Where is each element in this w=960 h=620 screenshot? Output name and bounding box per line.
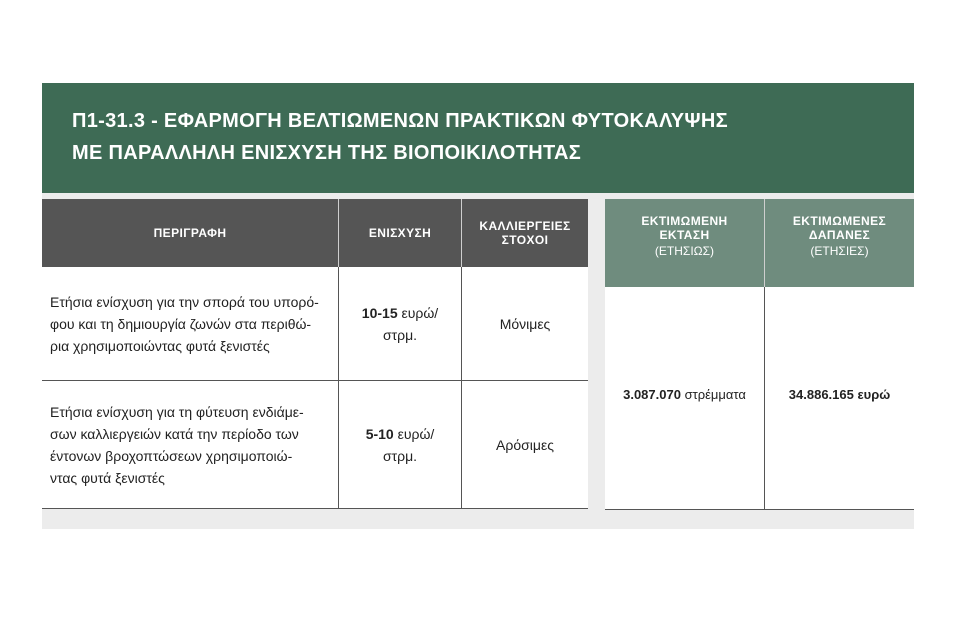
header-target-crops-line-2: ΣΤΟΧΟΙ <box>501 233 549 247</box>
estimates-table-header <box>605 199 914 287</box>
area-unit: στρέμματα <box>680 386 746 402</box>
support-unit: ευρώ/ <box>397 304 439 321</box>
table-row <box>42 267 588 381</box>
row-support <box>339 267 462 380</box>
header-support: ΕΝΙΣΧΥΣΗ <box>339 199 462 267</box>
support-amount: 10-15 <box>361 304 398 321</box>
description-line: έντονων βροχοπτώσεων χρησιμοποιώ- <box>50 447 293 464</box>
header-area-sub: (ΕΤΗΣΙΩΣ) <box>654 244 715 258</box>
header-cost-line-1: ΕΚΤΙΜΩΜΕΝΕΣ <box>792 214 887 228</box>
estimates-row <box>605 287 914 510</box>
row-target-crop: Μόνιμες <box>499 315 551 332</box>
estimated-area-value <box>605 287 765 509</box>
header-cost-sub: (ΕΤΗΣΙΕΣ) <box>810 244 869 258</box>
header-cost-line-2: ΔΑΠΑΝΕΣ <box>808 228 871 242</box>
estimates-table <box>605 199 914 510</box>
measures-table <box>42 199 588 509</box>
header-target-crops <box>462 199 588 267</box>
measures-table-header <box>42 199 588 267</box>
support-amount: 5-10 <box>365 425 394 442</box>
header-estimated-cost <box>765 199 914 287</box>
support-unit: ευρώ/ <box>393 425 435 442</box>
header-area-line-1: ΕΚΤΙΜΩΜΕΝΗ <box>641 214 728 228</box>
title-line-2: ΜΕ ΠΑΡΑΛΛΗΛΗ ΕΝΙΣΧΥΣΗ ΤΗΣ ΒΙΟΠΟΙΚΙΛΟΤΗΤΑΣ <box>72 142 582 164</box>
cost-amount: 34.886.165 ευρώ <box>788 386 891 402</box>
row-description <box>42 267 339 380</box>
description-line: Ετήσια ενίσχυση για την σπορά του υπορό- <box>50 293 319 310</box>
description-line: Ετήσια ενίσχυση για τη φύτευση ενδιάμε- <box>50 403 304 420</box>
row-description <box>42 381 339 508</box>
estimated-cost-value <box>765 287 914 509</box>
page-title <box>42 83 914 193</box>
description-line: σων καλλιεργειών κατά την περίοδο των <box>50 425 299 442</box>
title-line-1: Π1-31.3 - ΕΦΑΡΜΟΓΗ ΒΕΛΤΙΩΜΕΝΩΝ ΠΡΑΚΤΙΚΩΝ ΦΥΤΟΚΑΛΥΨΗΣ <box>72 110 728 132</box>
header-area-line-2: ΕΚΤΑΣΗ <box>659 228 710 242</box>
row-target-crop: Αρόσιμες <box>496 436 554 453</box>
row-support <box>339 381 462 508</box>
description-line: φου και τη δημιουργία ζωνών στα περιθώ- <box>50 315 312 332</box>
description-line: ντας φυτά ξενιστές <box>50 469 165 486</box>
support-unit-line-2: στρμ. <box>382 326 418 343</box>
header-estimated-area <box>605 199 765 287</box>
support-unit-line-2: στρμ. <box>382 447 418 464</box>
description-line: ρια χρησιμοποιώντας φυτά ξενιστές <box>50 337 270 354</box>
table-row <box>42 381 588 509</box>
area-amount: 3.087.070 <box>623 386 681 402</box>
header-description: ΠΕΡΙΓΡΑΦΗ <box>42 199 339 267</box>
header-target-crops-line-1: ΚΑΛΛΙΕΡΓΕΙΕΣ <box>479 219 571 233</box>
